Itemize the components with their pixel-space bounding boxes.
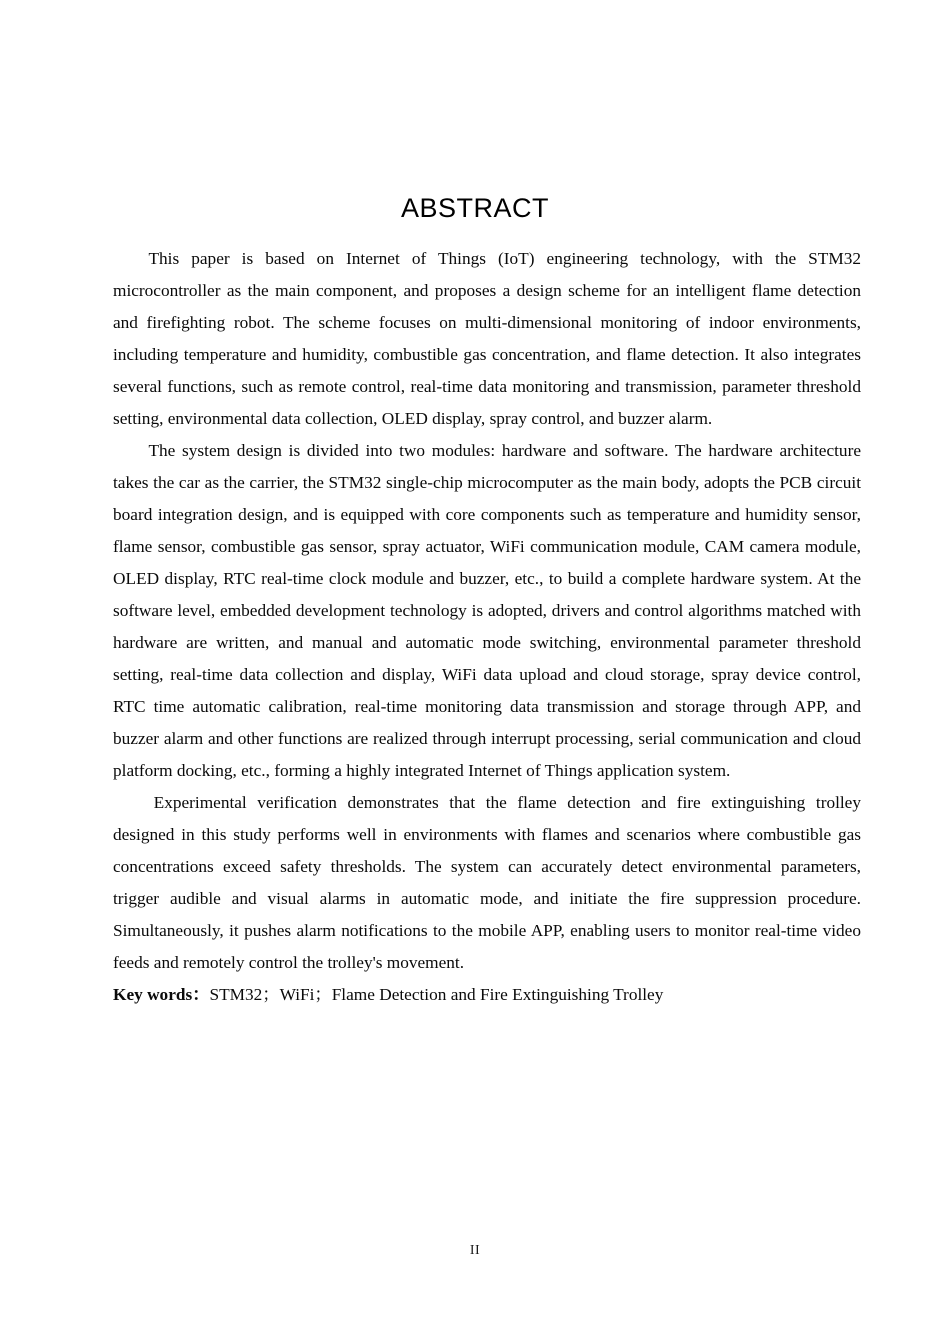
abstract-paragraph-overview: This paper is based on Internet of Things (IoT) engineering technology, with the STM32 microcontroller as the main component, and proposes a design scheme for an intelligent flame detection and firefighting robot. The scheme focuses on multi-dimensional monitoring of indoor environments, including temperature and humidity, combustible gas concentration, and flame detection. It also integrates several functions, such as remote control, real-time data monitoring and transmission, parameter threshold setting, environmental data collection, OLED display, spray control, and buzzer alarm. xyxy=(113,249,861,428)
abstract-paragraph-experimental-verification: Experimental verification demonstrates that the flame detection and fire extinguishing trolley designed in this study performs well in environments with flames and scenarios where combustible gas concentrations exceed safety thresholds. The system can accurately detect environmental parameters, trigger audible and visual alarms in automatic mode, and initiate the fire suppression procedure. Simultaneously, it pushes alarm notifications to the mobile APP, enabling users to monitor real-time video feeds and remotely control the trolley's movement. xyxy=(113,793,861,972)
keywords-value: STM32；WiFi；Flame Detection and Fire Extinguishing Trolley xyxy=(209,985,664,1004)
keywords-label: Key words： xyxy=(113,985,210,1004)
page-title: ABSTRACT xyxy=(400,193,550,224)
abstract-body xyxy=(113,243,861,1011)
page-number: II xyxy=(469,1243,481,1258)
abstract-paragraph-system-design: The system design is divided into two modules: hardware and software. The hardware architecture takes the car as the carrier, the STM32 single-chip microcomputer as the main body, adopts the PCB circuit board integration design, and is equipped with core components such as temperature and humidity sensor, flame sensor, combustible gas sensor, spray actuator, WiFi communication module, CAM camera module, OLED display, RTC real-time clock module and buzzer, etc., to build a complete hardware system. At the software level, embedded development technology is adopted, drivers and control algorithms matched with hardware are written, and manual and automatic mode switching, environmental parameter threshold setting, real-time data collection and display, WiFi data upload and cloud storage, spray device control, RTC time automatic calibration, real-time monitoring data transmission and storage through APP, and buzzer alarm and other functions are realized through interrupt processing, serial communication and cloud platform docking, etc., forming a highly integrated Internet of Things application system. xyxy=(113,441,861,780)
keywords-line xyxy=(113,979,861,1011)
